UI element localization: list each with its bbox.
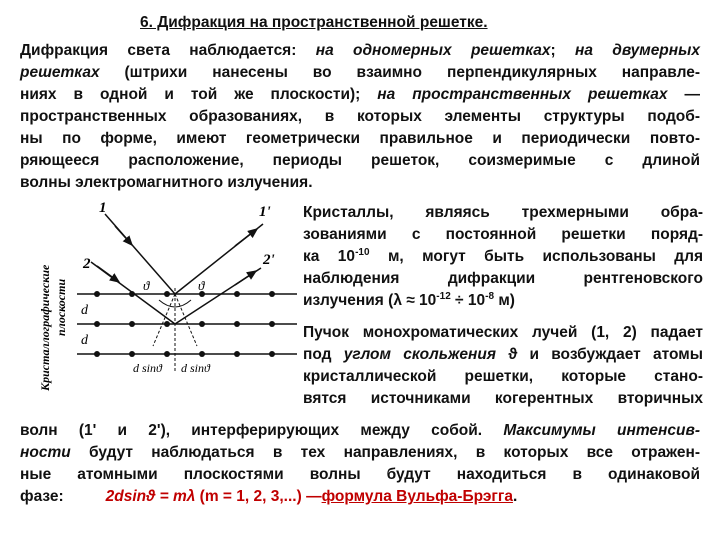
text: ности bbox=[20, 444, 71, 461]
bragg-formula: 2dsinϑ = mλ bbox=[105, 488, 196, 505]
beam-line-3: кристаллической решетки, которые стано- bbox=[303, 368, 703, 385]
ray-2-label: 2 bbox=[83, 256, 91, 272]
text: (штрихи нанесены во взаимно перпендикулярных направле- bbox=[99, 64, 700, 81]
exponent: -8 bbox=[485, 290, 495, 302]
text: на двумерных bbox=[574, 42, 700, 59]
intro-line-4: пространственных образованиях, в которых элементы структуры подоб- bbox=[20, 108, 700, 125]
text: Дифракция света наблюдается: bbox=[20, 42, 316, 59]
theta-label-1: ϑ bbox=[143, 278, 150, 293]
bragg-diffraction-figure bbox=[35, 196, 297, 412]
d-label-1: d bbox=[81, 303, 88, 318]
text: ниях в одной и той же плоскости); bbox=[20, 86, 378, 103]
text: излучения (λ ≈ 10 bbox=[303, 292, 437, 309]
crystals-line-5 bbox=[303, 290, 703, 311]
intro-line-5: ны по форме, имеют геометрически правильное и периодически повто- bbox=[20, 130, 700, 147]
intro-line-1 bbox=[20, 40, 700, 61]
d-label-2: d bbox=[81, 333, 88, 348]
dsin-label-1: d sinϑ bbox=[133, 361, 162, 375]
bragg-diagram bbox=[35, 196, 297, 412]
text: углом скольжения bbox=[343, 346, 496, 363]
theta-label-2: ϑ bbox=[198, 278, 205, 293]
crystals-line-3 bbox=[303, 246, 703, 267]
text: на одномерных решетках bbox=[315, 42, 551, 59]
text: ÷ 10 bbox=[450, 292, 486, 309]
text: волн (1' и 2'), интерферирующих между собой. bbox=[20, 422, 504, 439]
ray-1-reflected-label: 1' bbox=[259, 204, 271, 220]
beam-line-2 bbox=[303, 344, 703, 365]
text: ϑ и возбуждает атомы bbox=[495, 346, 703, 363]
text: — bbox=[667, 86, 700, 103]
section-title: 6. Дифракция на пространственной решетке. bbox=[140, 14, 488, 31]
crystals-line-1: Кристаллы, являясь трехмерными обра- bbox=[303, 204, 703, 221]
ray-2-reflected-label: 2' bbox=[263, 252, 275, 268]
intro-line-3 bbox=[20, 84, 700, 105]
bottom-line-2 bbox=[20, 442, 700, 463]
text: м, могут быть использованы для bbox=[369, 248, 703, 265]
text: м) bbox=[494, 292, 515, 309]
bottom-line-1 bbox=[20, 420, 700, 441]
text: (m = 1, 2, 3,...) — bbox=[195, 488, 322, 505]
text: на пространственных решетках bbox=[377, 86, 668, 103]
text: фазе: bbox=[20, 488, 64, 505]
side-label: Кристаллографические bbox=[38, 264, 52, 391]
dsin-label-2: d sinϑ bbox=[181, 361, 210, 375]
text: . bbox=[512, 488, 518, 505]
text: Максимумы интенсив- bbox=[503, 422, 700, 439]
intro-line-7: волны электромагнитного излучения. bbox=[20, 174, 313, 191]
crystals-line-4: наблюдения дифракции рентгеновского bbox=[303, 270, 703, 287]
crystals-line-2: зованиями с постоянной решетки поряд- bbox=[303, 226, 703, 243]
intro-line-6: ряющееся расположение, периоды решеток, соизмеримые с длиной bbox=[20, 152, 700, 169]
text: ; bbox=[550, 42, 575, 59]
intro-line-2 bbox=[20, 62, 700, 83]
ray-1-label: 1 bbox=[99, 200, 107, 216]
text: будут наблюдаться в тех направлениях, в которых все отражен- bbox=[70, 444, 700, 461]
beam-line-1: Пучок монохроматических лучей (1, 2) падает bbox=[303, 324, 703, 341]
side-label-2: плоскости bbox=[54, 278, 68, 336]
text: под bbox=[303, 346, 344, 363]
exponent: -10 bbox=[355, 246, 370, 258]
beam-line-4: вятся источниками когерентных вторичных bbox=[303, 390, 703, 407]
text: решетках bbox=[20, 64, 100, 81]
bottom-line-4 bbox=[20, 486, 700, 507]
bottom-line-3: ные атомными плоскостями волны будут находиться в одинаковой bbox=[20, 466, 700, 483]
bragg-formula-name: формула Вульфа-Брэгга bbox=[321, 488, 513, 505]
text: ка 10 bbox=[303, 248, 356, 265]
exponent: -12 bbox=[436, 290, 451, 302]
